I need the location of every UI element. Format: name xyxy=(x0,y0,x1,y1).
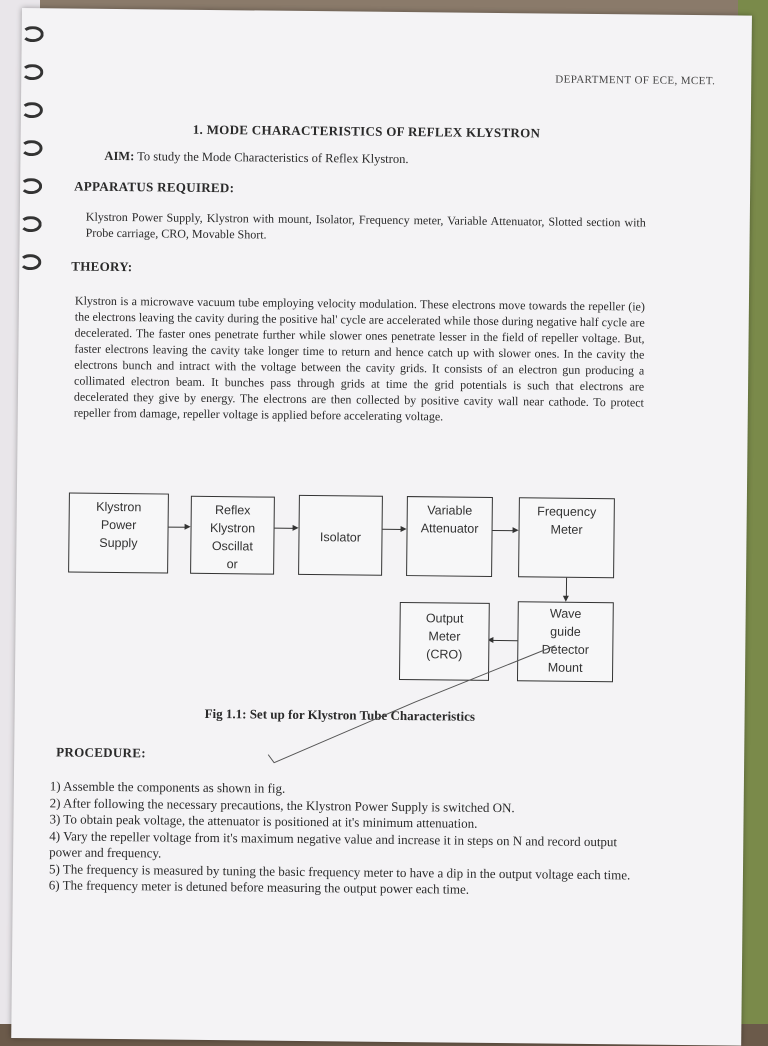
spiral-binding xyxy=(19,26,44,292)
block-label: Detector xyxy=(541,642,590,657)
binding-ring xyxy=(21,102,43,118)
block-label: Frequency xyxy=(537,504,597,520)
document-page xyxy=(11,8,752,1046)
procedure-step: 2) After following the necessary precautions, the Klystron Power Supply is switched ON. xyxy=(49,794,515,815)
aim-text: To study the Mode Characteristics of Reflex Klystron. xyxy=(134,149,409,167)
block-reflex-klystron-oscillator xyxy=(190,496,275,575)
procedure-step: 4) Vary the repeller voltage from it's maximum negative value and increase it in steps on N and record output power and frequency. xyxy=(49,827,618,861)
block-isolator xyxy=(298,495,383,576)
block-klystron-power-supply xyxy=(68,493,169,574)
block-variable-attenuator xyxy=(406,496,493,577)
binding-ring xyxy=(19,254,41,270)
block-label: Variable xyxy=(427,503,473,518)
binding-ring xyxy=(22,26,44,42)
block-label: Isolator xyxy=(319,530,362,545)
procedure-step: 1) Assemble the components as shown in fig. xyxy=(49,778,286,796)
arrow-right xyxy=(275,528,297,529)
block-label: Power xyxy=(100,517,137,533)
block-label: Klystron xyxy=(96,499,142,515)
block-label: guide xyxy=(550,624,581,639)
theory-text: Klystron is a microwave vacuum tube employing velocity modulation. These electrons move towards the repeller (ie) the electrons leaving the cavity during the positive hal' cycle are accelerated while those during negative half cycle are decelerated. The faster ones penetrate further while slower ones penetrate lesser in the field of repeller voltage. But, faster electrons leaving the cavity take longer time to return and hence catch up with slower ones. In the cavity the electrons bunch and intract with the voltage between the cavity grids. It consists of an electron gun producing a collimated electron beam. It bunches pass through grids at time the grid potentials is such that electrons are decelerated they give by energy. The electrons are then collected by positive cavity wall near cathode. To protect repeller from damage, repeller voltage is applied before accelerating voltage. xyxy=(73,293,645,424)
block-label: Oscillat xyxy=(211,539,253,554)
figure-caption: Fig 1.1: Set up for Klystron Tube Characteristics xyxy=(204,705,476,724)
block-label: Output xyxy=(425,611,464,626)
binding-ring xyxy=(20,178,42,194)
procedure-steps xyxy=(49,778,650,900)
block-label: Klystron xyxy=(209,520,256,536)
department-header: DEPARTMENT OF ECE, MCET. xyxy=(555,73,716,88)
block-label: Wave xyxy=(549,606,582,621)
block-label: Attenuator xyxy=(420,521,479,536)
binding-ring xyxy=(20,140,42,156)
apparatus-heading: APPARATUS REQUIRED: xyxy=(74,178,235,196)
block-frequency-meter xyxy=(518,497,615,578)
block-label: Mount xyxy=(547,660,583,675)
block-label: Supply xyxy=(99,535,138,551)
pen-stroke-mark xyxy=(264,641,565,774)
block-label: Reflex xyxy=(214,503,251,518)
arrow-right xyxy=(169,527,189,528)
binding-ring xyxy=(20,216,42,232)
block-label: (CRO) xyxy=(426,647,463,662)
arrow-right xyxy=(493,530,517,531)
arrow-down xyxy=(566,578,567,600)
binding-ring xyxy=(21,64,43,80)
procedure-step: 6) The frequency meter is detuned before measuring the output power each time. xyxy=(48,877,470,897)
experiment-title: 1. MODE CHARACTERISTICS OF REFLEX KLYSTRON xyxy=(192,121,541,141)
procedure-heading: PROCEDURE: xyxy=(56,744,146,761)
arrow-right xyxy=(383,529,405,530)
theory-heading: THEORY: xyxy=(71,258,133,275)
aim-label: AIM: xyxy=(104,148,135,164)
block-label: or xyxy=(226,557,238,572)
procedure-step: 3) To obtain peak voltage, the attenuator is positioned at it's minimum attenuation. xyxy=(49,811,478,831)
aim-line xyxy=(104,149,408,167)
procedure-step: 5) The frequency is measured by tuning the basic frequency meter to have a dip in the output voltage each time. xyxy=(48,860,631,882)
block-label: Meter xyxy=(428,629,461,644)
arrow-left xyxy=(489,640,517,641)
block-label: Meter xyxy=(550,522,583,537)
apparatus-text: Klystron Power Supply, Klystron with mount, Isolator, Frequency meter, Variable Attenuator, Slotted section with Probe carriage, CRO, Movable Short. xyxy=(85,209,646,242)
